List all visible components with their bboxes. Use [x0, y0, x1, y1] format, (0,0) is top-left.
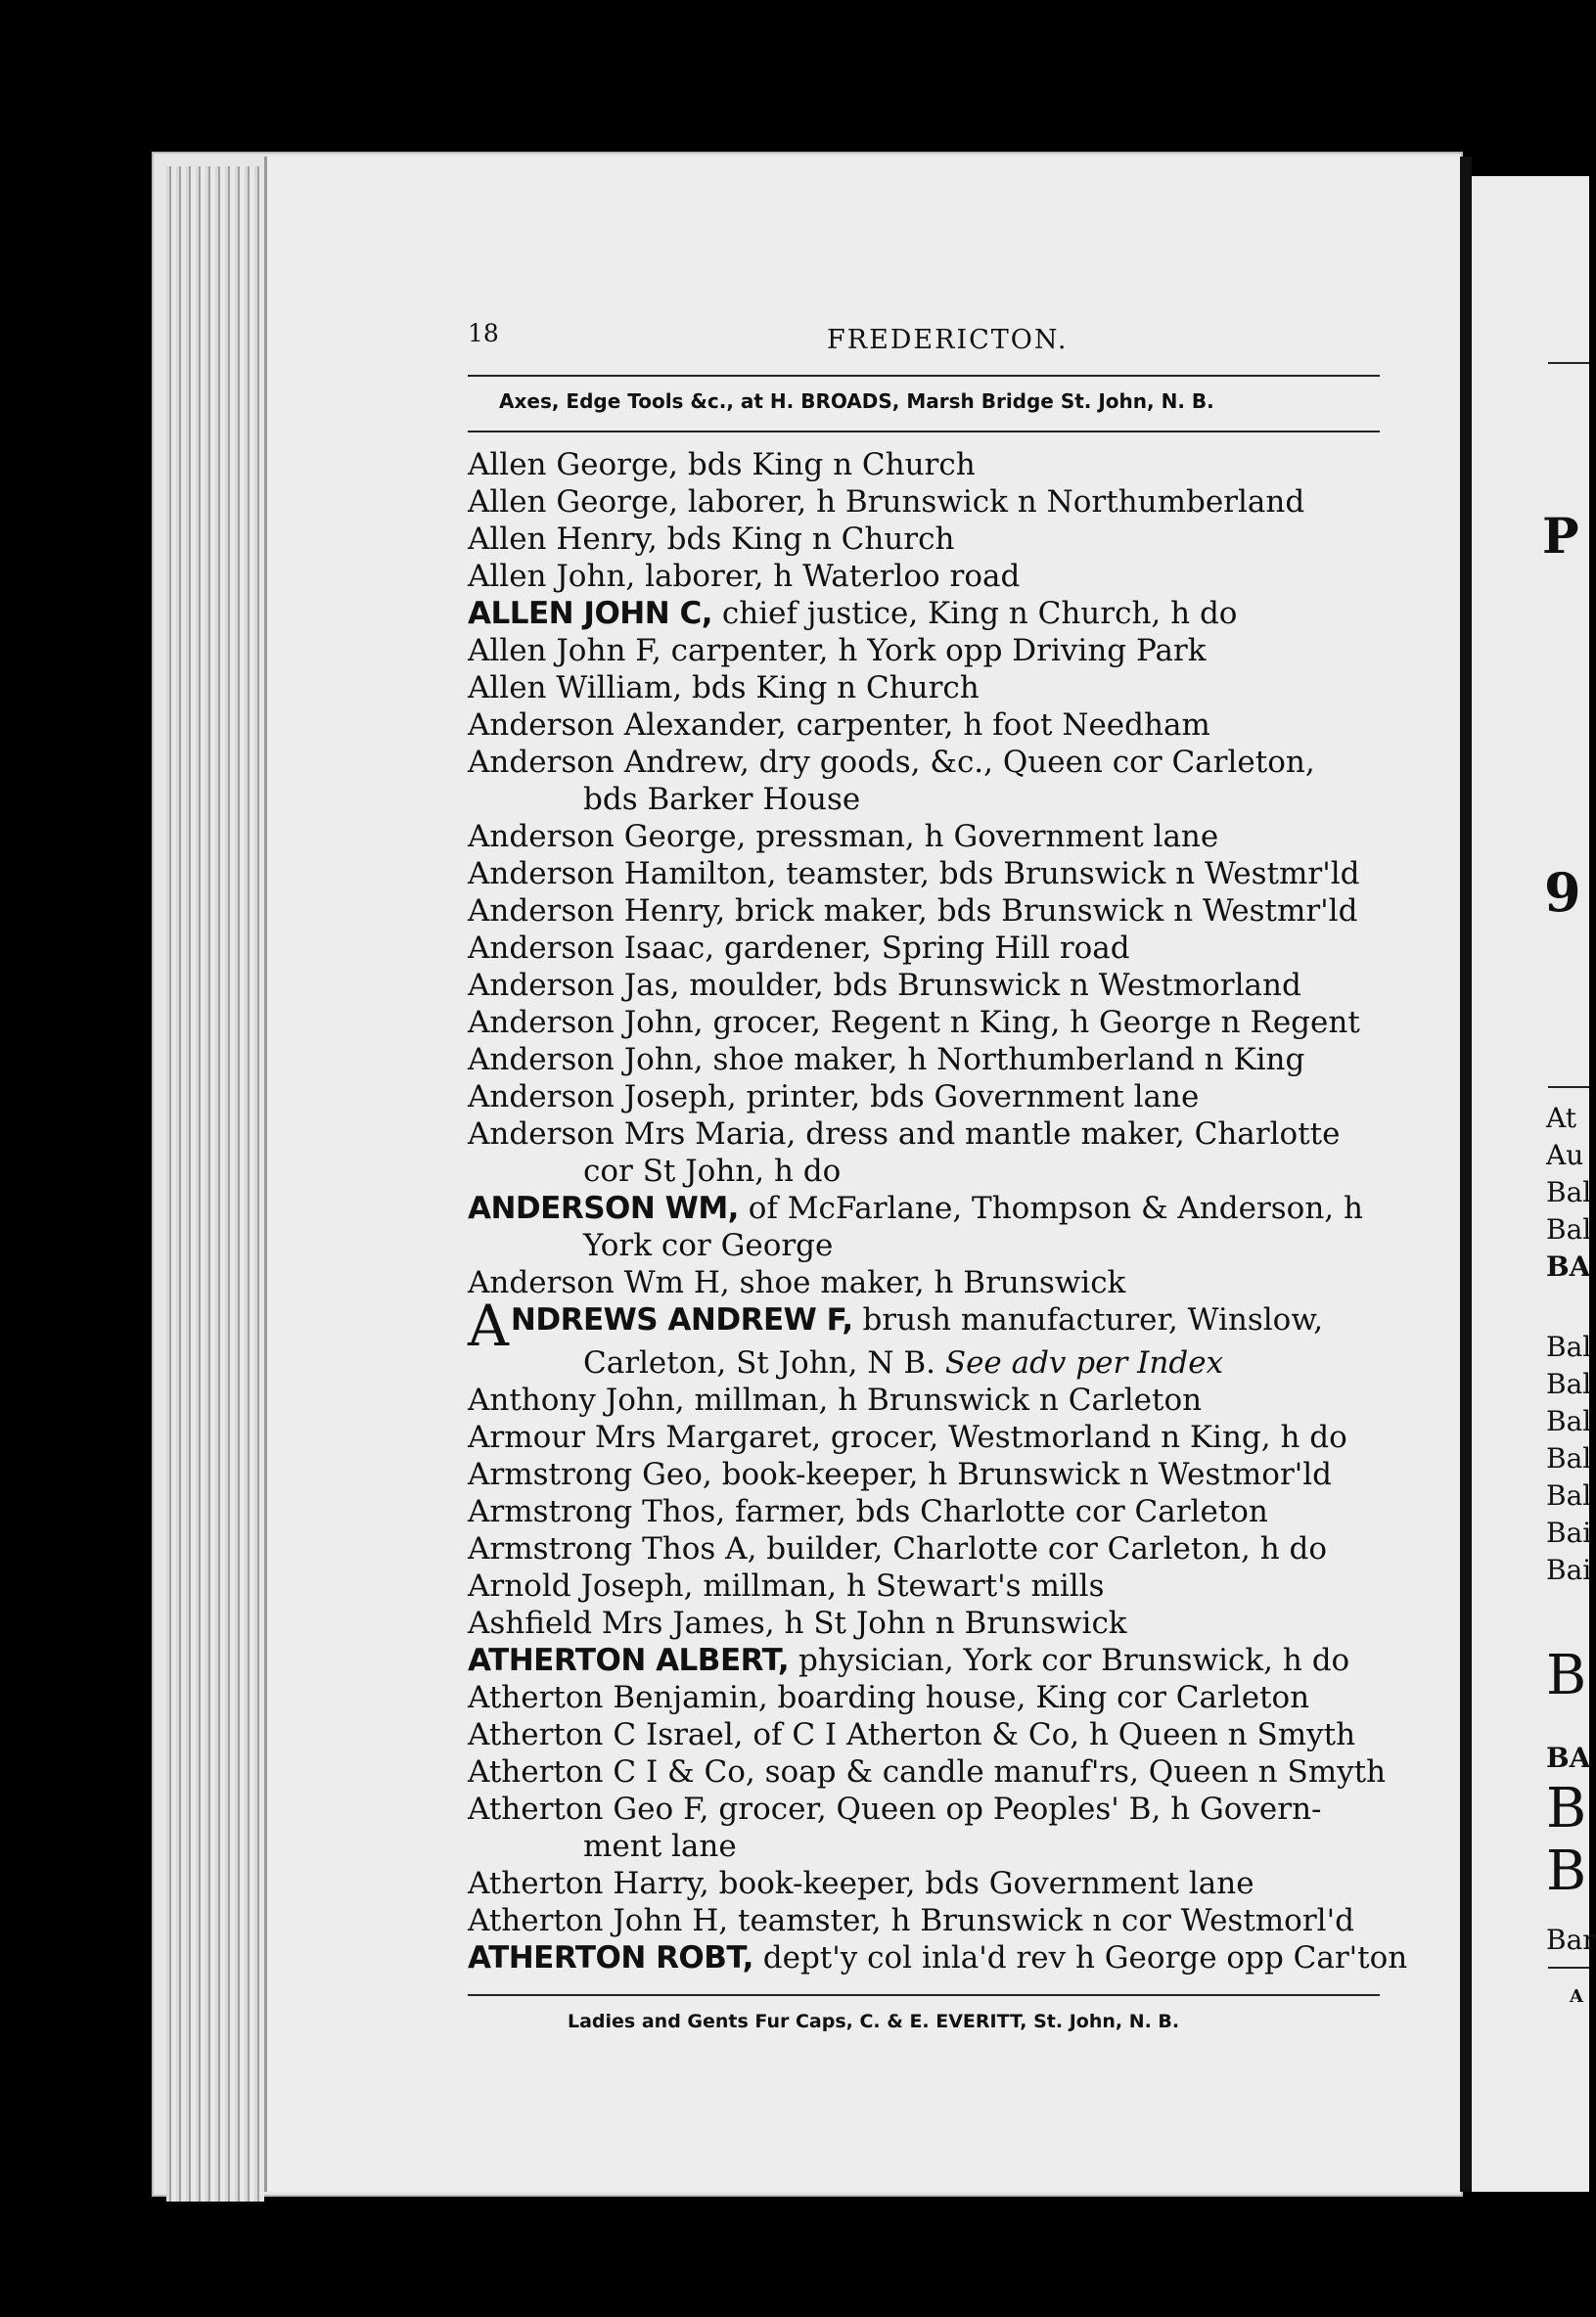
entry-details: dept'y col inla'd rev h George opp Car'ton [752, 1940, 1408, 1976]
directory-entry [468, 744, 1388, 781]
directory-entry [468, 558, 1388, 595]
facing-page-text: Bal [1546, 1479, 1592, 1512]
book-gutter [1460, 157, 1472, 2192]
facing-page-text: At [1546, 1102, 1576, 1134]
facing-page-text: Bal [1546, 1213, 1592, 1246]
entry-text: cor St John, h do [583, 1154, 842, 1189]
directory-entry [468, 1679, 1388, 1716]
entry-details: soap & candle manuf'rs, Queen n Smyth [754, 1754, 1387, 1790]
directory-entry [468, 1419, 1388, 1456]
directory-entry [468, 855, 1388, 892]
entry-name: Allen John, [468, 559, 636, 594]
entry-continuation [468, 781, 1388, 818]
entry-details: grocer, Regent n King, h George n Regent [703, 1005, 1360, 1040]
entry-details: farmer, bds Charlotte cor Carleton [725, 1494, 1268, 1529]
directory-entry [468, 1264, 1388, 1301]
entry-name: Anderson Alexander, [468, 707, 787, 743]
entry-details: millman, h Brunswick n Carleton [684, 1383, 1203, 1418]
entry-details: bds King n Church [657, 522, 955, 557]
entry-continuation [468, 1828, 1388, 1865]
entry-details: boarding house, King cor Carleton [767, 1680, 1310, 1715]
entry-name: Armstrong Thos A, [468, 1531, 757, 1567]
facing-page-rule [1548, 362, 1589, 364]
top-advertisement: Axes, Edge Tools &c., at H. BROADS, Marsh Bridge St. John, N. B. [499, 389, 1214, 413]
entry-text: bds Barker House [583, 782, 861, 817]
page-title: FREDERICTON. [827, 325, 1069, 355]
directory-entry [468, 1115, 1388, 1153]
directory-entry [468, 1530, 1388, 1567]
entry-name: Anderson John, [468, 1042, 704, 1077]
entry-name: Allen George, [468, 484, 679, 520]
entry-details: teamster, bds Brunswick n Westmr'ld [776, 856, 1360, 891]
facing-page-rule [1548, 1086, 1589, 1088]
entry-details: of C I Atherton & Co, h Queen n Smyth [743, 1717, 1356, 1752]
entry-details: moulder, bds Brunswick n Westmorland [679, 968, 1301, 1003]
directory-entry [468, 1041, 1388, 1078]
entry-name: ALLEN JOHN C, [468, 596, 713, 631]
entry-name: Atherton C Israel, [468, 1717, 744, 1752]
entry-name: Arnold Joseph, [468, 1568, 694, 1604]
entry-details: laborer, h Brunswick n Northumberland [678, 484, 1305, 520]
directory-entry [468, 446, 1388, 483]
entry-details: printer, bds Government lane [736, 1079, 1200, 1114]
entry-name: ATHERTON ROBT, [468, 1940, 753, 1976]
entry-details: bds King n Church [678, 447, 976, 482]
entry-italic-note: See adv per Index [944, 1345, 1224, 1381]
entry-details: millman, h Stewart's mills [693, 1568, 1105, 1604]
facing-page-text: A [1570, 1986, 1583, 2007]
entry-name: Allen John F, [468, 633, 661, 668]
entry-name: Allen William, [468, 670, 683, 705]
entry-details: book-keeper, bds Government lane [708, 1866, 1254, 1901]
directory-entry [468, 1791, 1388, 1828]
entry-name: Ashfield Mrs James, [468, 1606, 775, 1641]
entry-details: shoe maker, h Northumberland n King [703, 1042, 1305, 1077]
directory-entry [468, 1004, 1388, 1041]
directory-entry [468, 706, 1388, 744]
entry-details: dress and mantle maker, Charlotte [796, 1116, 1341, 1152]
entry-continuation [468, 1153, 1388, 1190]
facing-page-text: BA [1546, 1250, 1591, 1283]
directory-entry [468, 1190, 1388, 1227]
entry-name: Atherton Benjamin, [468, 1680, 768, 1715]
page-number: 18 [468, 319, 499, 347]
directory-entry [468, 1939, 1408, 1976]
facing-page-text: Bal [1546, 1405, 1592, 1437]
facing-page-text: Bal [1546, 1442, 1592, 1475]
entry-name: Anderson Andrew, [468, 745, 750, 780]
facing-page-text: B [1546, 1777, 1587, 1840]
facing-page-fragment [1472, 176, 1596, 2192]
entry-name: Allen George, [468, 447, 679, 482]
facing-page-text: B [1546, 1840, 1587, 1903]
directory-entry [468, 669, 1388, 706]
entry-name: Atherton Geo F, [468, 1792, 709, 1827]
entry-name: ATHERTON ALBERT, [468, 1643, 790, 1678]
facing-page-text: Au [1546, 1139, 1584, 1171]
facing-page-text: Bal [1546, 1331, 1592, 1363]
entry-continuation [468, 1344, 1388, 1382]
directory-entry [468, 632, 1388, 669]
entry-details: h St John n Brunswick [774, 1606, 1127, 1641]
entry-name: Anderson Isaac, [468, 931, 715, 966]
entry-name: Armstrong Thos, [468, 1494, 726, 1529]
entry-details: book-keeper, h Brunswick n Westmor'ld [711, 1457, 1333, 1492]
directory-entry [468, 1078, 1388, 1115]
entry-details: of McFarlane, Thompson & Anderson, h [738, 1191, 1363, 1226]
entry-details: carpenter, h foot Needham [786, 707, 1210, 743]
entry-name: Anderson Henry, [468, 893, 726, 929]
directory-entry [468, 930, 1388, 967]
entry-details: gardener, Spring Hill road [714, 931, 1130, 966]
entry-details: grocer, Westmorland n King, h do [821, 1420, 1347, 1455]
entry-details: pressman, h Government lane [746, 819, 1219, 854]
facing-page-text: P [1542, 507, 1579, 565]
entry-name: Atherton C I & Co, [468, 1754, 755, 1790]
entry-details: brick maker, bds Brunswick n Westmr'ld [725, 893, 1358, 929]
entry-details: builder, Charlotte cor Carleton, h do [756, 1531, 1328, 1567]
entry-name: Anderson Mrs Maria, [468, 1116, 797, 1152]
entry-name: Armstrong Geo, [468, 1457, 712, 1492]
entry-details: carpenter, h York opp Driving Park [661, 633, 1207, 668]
entry-details: bds King n Church [682, 670, 980, 705]
entry-details: brush manufacturer, Winslow, [852, 1302, 1324, 1338]
directory-entry [468, 1493, 1388, 1530]
entry-details: dry goods, &c., Queen cor Carleton, [749, 745, 1315, 780]
bottom-advertisement: Ladies and Gents Fur Caps, C. & E. EVERITT, St. John, N. B. [568, 2011, 1180, 2032]
header-rule [468, 431, 1380, 432]
directory-entry [468, 521, 1388, 558]
directory-entry [468, 1605, 1388, 1642]
entry-name: Anthony John, [468, 1383, 685, 1418]
directory-entry [468, 483, 1388, 521]
entry-text: ment lane [583, 1829, 737, 1864]
facing-page-text: Bar [1546, 1924, 1596, 1956]
directory-entry [468, 892, 1388, 930]
entry-name: Anderson George, [468, 819, 747, 854]
facing-page-text: Bai [1546, 1554, 1592, 1586]
directory-entry [468, 967, 1388, 1004]
directory-entries [468, 446, 1408, 1976]
directory-entry [468, 1753, 1388, 1791]
facing-page-text: 9 [1544, 861, 1581, 924]
entry-name: Armour Mrs Margaret, [468, 1420, 822, 1455]
header-rule [468, 375, 1380, 377]
entry-name: Anderson Jas, [468, 968, 680, 1003]
entry-details: chief justice, King n Church, h do [712, 596, 1238, 631]
entry-name: Allen Henry, [468, 522, 658, 557]
entry-name: NDREWS ANDREW F, [510, 1302, 853, 1338]
directory-entry [468, 1716, 1388, 1753]
entry-details: grocer, Queen op Peoples' B, h Govern- [708, 1792, 1322, 1827]
directory-entry [468, 1456, 1388, 1493]
directory-entry [468, 1293, 1388, 1359]
directory-entry [468, 1642, 1388, 1679]
entry-name: Anderson Hamilton, [468, 856, 777, 891]
footer-rule [468, 1994, 1380, 1996]
facing-page-text: Bal [1546, 1368, 1592, 1400]
facing-page-text: Bal [1546, 1176, 1592, 1208]
directory-entry [468, 1382, 1388, 1419]
entry-name: Anderson John, [468, 1005, 704, 1040]
entry-name: Anderson Joseph, [468, 1079, 737, 1114]
entry-name: Atherton Harry, [468, 1866, 709, 1901]
facing-page-rule [1548, 1967, 1589, 1969]
entry-text: Carleton, St John, N B. [583, 1345, 945, 1381]
entry-name: ANDERSON WM, [468, 1191, 739, 1226]
directory-entry [468, 818, 1388, 855]
facing-page-text: B [1546, 1644, 1587, 1707]
entry-details: shoe maker, h Brunswick [729, 1265, 1126, 1300]
entry-name: Atherton John H, [468, 1903, 729, 1938]
entry-drop-initial: A [468, 1293, 509, 1359]
entry-details: physician, York cor Brunswick, h do [789, 1643, 1350, 1678]
facing-page-text: BA [1546, 1742, 1591, 1774]
entry-details: teamster, h Brunswick n cor Westmorl'd [728, 1903, 1354, 1938]
entry-continuation [468, 1227, 1388, 1264]
directory-entry [468, 1567, 1388, 1605]
entry-text: York cor George [583, 1228, 834, 1263]
entry-name: Anderson Wm H, [468, 1265, 730, 1300]
directory-entry [468, 595, 1388, 632]
directory-entry [468, 1902, 1388, 1939]
stacked-page-edges [166, 166, 264, 2202]
facing-page-text: Bai [1546, 1517, 1592, 1549]
entry-details: laborer, h Waterloo road [635, 559, 1021, 594]
directory-entry [468, 1865, 1388, 1902]
